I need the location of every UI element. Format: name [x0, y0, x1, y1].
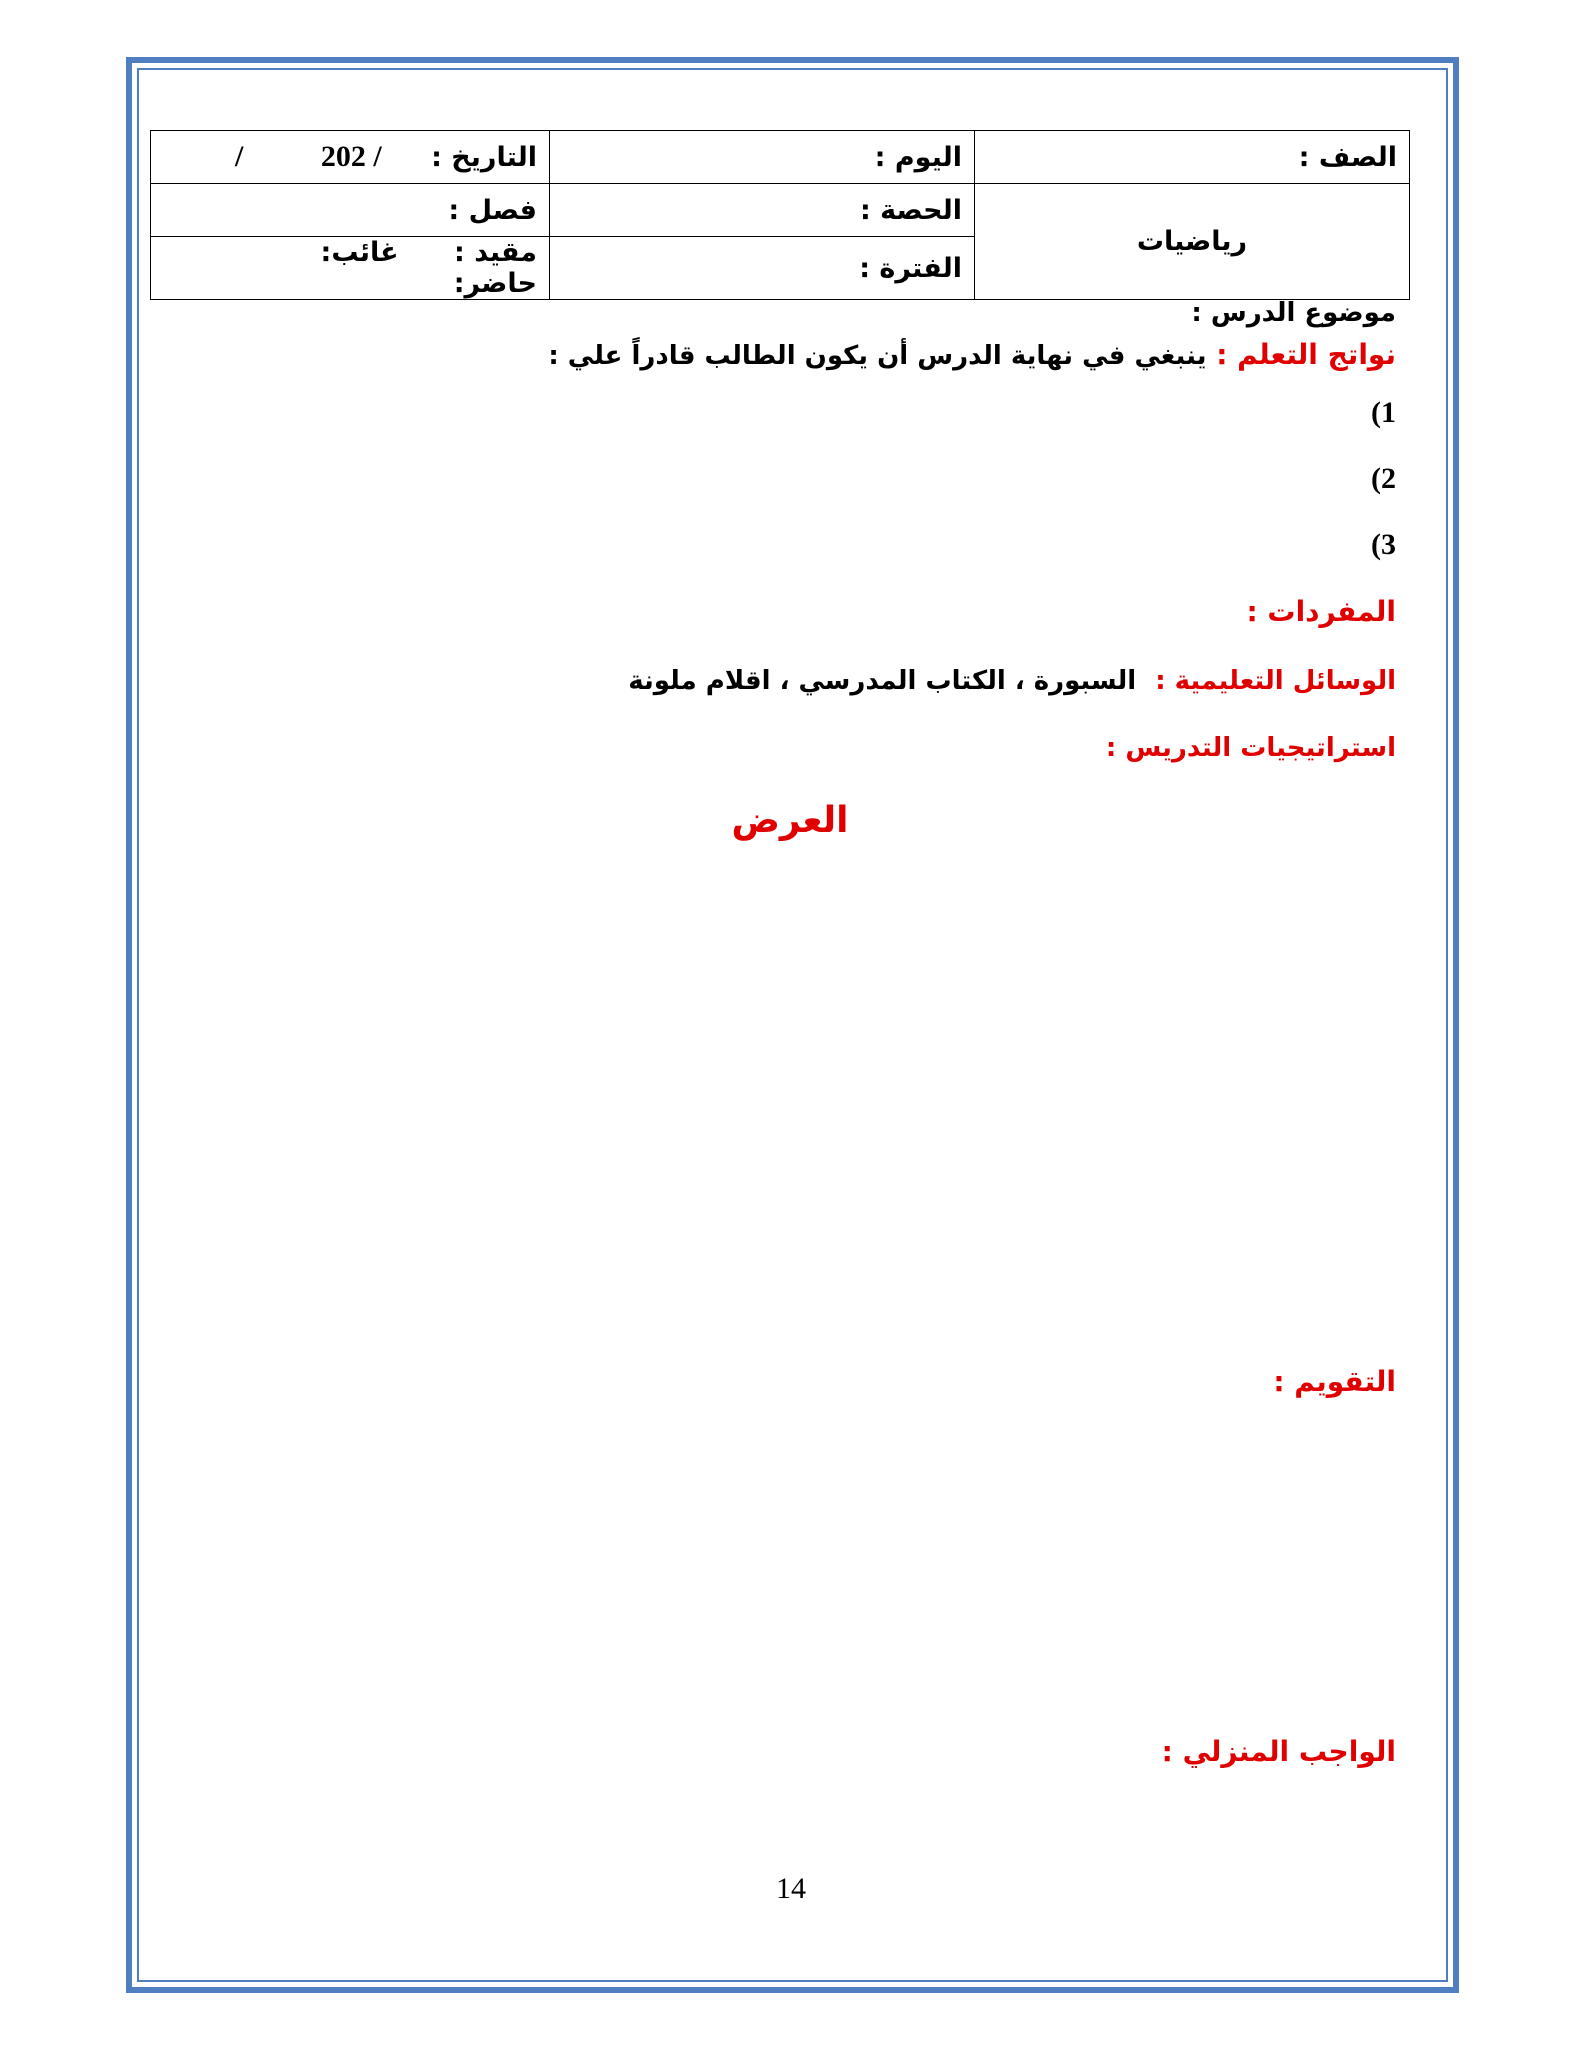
outcome-item-1 — [1371, 396, 1396, 430]
class-label: الصف : — [1298, 141, 1397, 173]
enrolled-label: مقيد : — [454, 237, 537, 268]
vocabulary-heading — [1246, 595, 1396, 628]
outcome-item-2 — [1371, 462, 1396, 496]
page-number: 14 — [776, 1872, 806, 1905]
assessment-label: التقويم : — [1273, 1365, 1396, 1398]
day-cell — [550, 131, 975, 184]
outcome-number-1: 1) — [1371, 396, 1396, 429]
present-label: حاضر: — [453, 268, 537, 299]
subject-name: رياضيات — [1136, 226, 1248, 257]
section-cell — [151, 184, 550, 237]
date-year: 202 / — [320, 140, 382, 173]
topic-label: موضوع الدرس : — [1191, 298, 1396, 328]
outcomes-label: نواتج التعلم : — [1216, 338, 1396, 371]
section-label: فصل : — [448, 194, 537, 226]
term-cell — [550, 237, 975, 300]
lesson-header-table — [150, 130, 1410, 300]
outcome-number-2: 2) — [1371, 462, 1396, 495]
date-slash: / — [235, 140, 244, 173]
subject-cell — [975, 184, 1410, 300]
absent-label: غائب: — [320, 237, 399, 268]
outcome-item-3 — [1371, 528, 1396, 562]
strategies-label: استراتيجيات التدريس : — [1105, 733, 1396, 763]
topic-line — [1191, 298, 1396, 328]
attendance-cell — [151, 237, 550, 300]
aids-text: السبورة ، الكتاب المدرسي ، اقلام ملونة — [628, 666, 1137, 696]
class-cell — [975, 131, 1410, 184]
date-cell — [151, 131, 550, 184]
outcome-number-3: 3) — [1371, 528, 1396, 561]
outcomes-line — [548, 338, 1396, 371]
period-label: الحصة : — [859, 194, 962, 226]
homework-label: الواجب المنزلي : — [1161, 1735, 1396, 1768]
period-cell — [550, 184, 975, 237]
homework-heading — [1162, 1735, 1396, 1768]
aids-label: الوسائل التعليمية : — [1155, 666, 1396, 696]
day-label: اليوم : — [874, 141, 962, 173]
term-label: الفترة : — [859, 252, 962, 284]
date-label: التاريخ : — [431, 142, 537, 173]
strategies-heading — [1106, 733, 1396, 763]
vocabulary-label: المفردات : — [1246, 595, 1396, 628]
aids-line — [628, 666, 1396, 696]
outcomes-text: ينبغي في نهاية الدرس أن يكون الطالب قادراً علي : — [548, 341, 1207, 371]
assessment-heading — [1273, 1365, 1396, 1398]
presentation-title: العرض — [731, 800, 849, 841]
date-value — [235, 140, 382, 174]
